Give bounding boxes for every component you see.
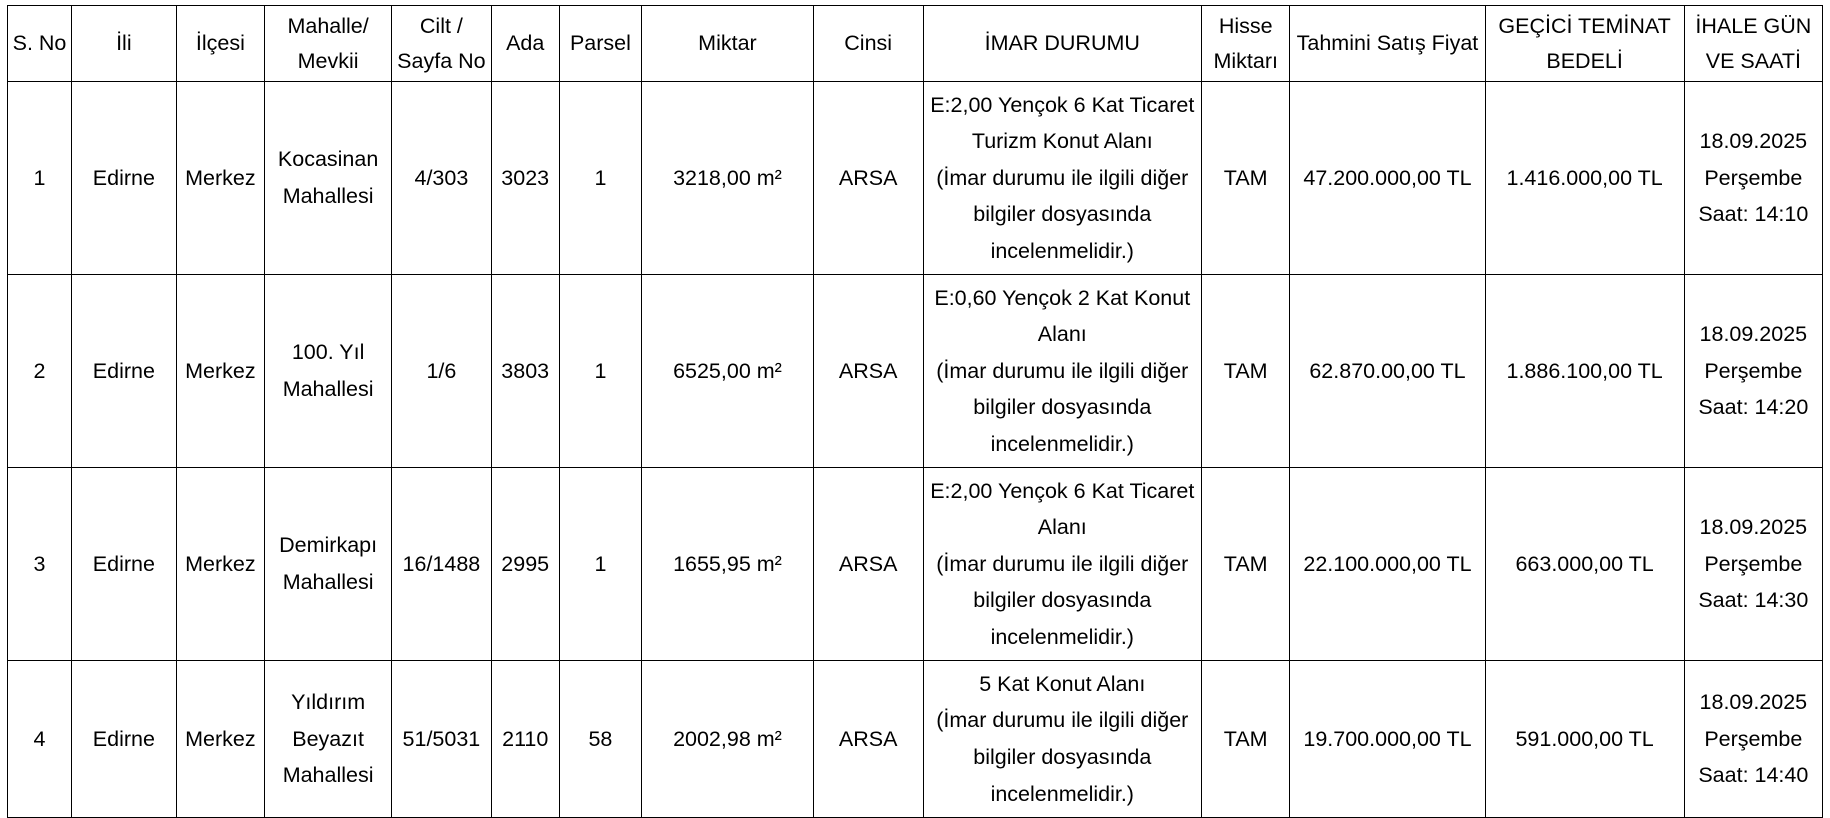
header-parsel: Parsel: [559, 6, 641, 82]
cell-cilt: 51/5031: [392, 661, 492, 818]
cell-line: Saat: 14:40: [1698, 763, 1809, 788]
header-ilce: İlçesi: [176, 6, 264, 82]
cell-line: E:0,60 Yençok 2 Kat Konut: [934, 285, 1191, 310]
cell-ada: 3023: [491, 82, 559, 275]
cell-fiyat: 19.700.000,00 TL: [1290, 661, 1485, 818]
cell-line: Alanı: [1037, 515, 1087, 540]
header-teminat: [1485, 6, 1684, 82]
cell-cilt: 16/1488: [392, 468, 492, 661]
cell-cilt: 1/6: [392, 275, 492, 468]
header-ihale-line: VE SAATİ: [1705, 48, 1801, 73]
cell-ada: 2110: [491, 661, 559, 818]
auction-table: [7, 5, 1823, 818]
cell-imar: [923, 468, 1201, 661]
cell-ada: 2995: [491, 468, 559, 661]
cell-ilce: Merkez: [176, 82, 264, 275]
cell-line: 5 Kat Konut Alanı: [979, 671, 1146, 696]
cell-imar: [923, 275, 1201, 468]
cell-line: Perşembe: [1704, 726, 1803, 751]
cell-miktar: 1655,95 m²: [642, 468, 814, 661]
cell-line: (İmar durumu ile ilgili diğer: [936, 358, 1189, 383]
cell-line: 18.09.2025: [1699, 322, 1808, 347]
cell-mahalle: [265, 468, 392, 661]
cell-line: incelenmelidir.): [990, 431, 1134, 456]
cell-line: Perşembe: [1704, 165, 1803, 190]
cell-il: Edirne: [72, 468, 177, 661]
header-mahalle-line: Mevkii: [297, 48, 359, 73]
table-row: [8, 82, 1823, 275]
header-cilt-line: Cilt /: [419, 13, 463, 38]
cell-line: 100. Yıl: [291, 340, 365, 365]
cell-line: Mahallesi: [282, 570, 374, 594]
cell-parsel: 1: [559, 275, 641, 468]
cell-ihale: [1684, 82, 1822, 275]
cell-line: Saat: 14:10: [1698, 202, 1809, 227]
cell-line: Mahallesi: [282, 184, 374, 208]
cell-ilce: Merkez: [176, 468, 264, 661]
cell-imar: [923, 82, 1201, 275]
cell-line: incelenmelidir.): [990, 781, 1134, 806]
cell-teminat: 1.416.000,00 TL: [1485, 82, 1684, 275]
cell-line: Saat: 14:20: [1698, 395, 1809, 420]
cell-line: Beyazıt: [292, 726, 364, 751]
cell-fiyat: 22.100.000,00 TL: [1290, 468, 1485, 661]
header-row: [8, 6, 1823, 82]
header-cinsi: Cinsi: [813, 6, 923, 82]
cell-il: Edirne: [72, 275, 177, 468]
header-imar: İMAR DURUMU: [923, 6, 1201, 82]
cell-line: Yıldırım: [291, 690, 366, 715]
cell-line: Mahallesi: [282, 763, 374, 788]
auction-document: [7, 5, 1823, 818]
cell-line: E:2,00 Yençok 6 Kat Ticaret: [930, 92, 1195, 117]
header-hisse-line: Hisse: [1218, 13, 1273, 38]
header-ihale-line: İHALE GÜN: [1695, 13, 1812, 38]
cell-miktar: 2002,98 m²: [642, 661, 814, 818]
cell-line: incelenmelidir.): [990, 238, 1134, 263]
cell-il: Edirne: [72, 82, 177, 275]
header-ada: Ada: [491, 6, 559, 82]
header-sno: S. No: [8, 6, 72, 82]
cell-cinsi: ARSA: [813, 275, 923, 468]
cell-mahalle: [265, 82, 392, 275]
header-miktar: Miktar: [642, 6, 814, 82]
cell-ilce: Merkez: [176, 275, 264, 468]
cell-mahalle: [265, 275, 392, 468]
cell-line: Demirkapı: [279, 533, 378, 558]
cell-line: Perşembe: [1704, 358, 1803, 383]
cell-hisse: TAM: [1202, 275, 1290, 468]
cell-line: Alanı: [1037, 322, 1087, 347]
cell-hisse: TAM: [1202, 468, 1290, 661]
cell-line: Kocasinan: [277, 147, 379, 172]
cell-parsel: 1: [559, 82, 641, 275]
cell-ihale: [1684, 661, 1822, 818]
cell-line: E:2,00 Yençok 6 Kat Ticaret: [930, 478, 1195, 503]
header-teminat-line: GEÇİCİ TEMİNAT: [1498, 13, 1671, 38]
cell-line: Mahallesi: [282, 377, 374, 401]
cell-teminat: 591.000,00 TL: [1485, 661, 1684, 818]
cell-cinsi: ARSA: [813, 468, 923, 661]
cell-line: 18.09.2025: [1699, 690, 1808, 715]
cell-line: 18.09.2025: [1699, 515, 1808, 540]
cell-fiyat: 62.870.00,00 TL: [1290, 275, 1485, 468]
cell-sno: 4: [8, 661, 72, 818]
header-mahalle: [265, 6, 392, 82]
cell-line: incelenmelidir.): [990, 624, 1134, 649]
cell-cinsi: ARSA: [813, 82, 923, 275]
cell-sno: 1: [8, 82, 72, 275]
cell-sno: 2: [8, 275, 72, 468]
cell-cilt: 4/303: [392, 82, 492, 275]
cell-mahalle: [265, 661, 392, 818]
header-cilt-line: Sayfa No: [397, 48, 486, 73]
cell-teminat: 663.000,00 TL: [1485, 468, 1684, 661]
header-fiyat: Tahmini Satış Fiyat: [1290, 6, 1485, 82]
header-hisse-line: Miktarı: [1213, 48, 1278, 73]
cell-line: bilgiler dosyasında: [973, 745, 1152, 769]
cell-line: bilgiler dosyasında: [973, 588, 1152, 613]
cell-fiyat: 47.200.000,00 TL: [1290, 82, 1485, 275]
cell-line: Saat: 14:30: [1698, 588, 1809, 613]
cell-line: (İmar durumu ile ilgili diğer: [936, 708, 1189, 733]
header-mahalle-line: Mahalle/: [287, 13, 369, 38]
cell-ada: 3803: [491, 275, 559, 468]
cell-cinsi: ARSA: [813, 661, 923, 818]
cell-il: Edirne: [72, 661, 177, 818]
cell-sno: 3: [8, 468, 72, 661]
cell-parsel: 58: [559, 661, 641, 818]
cell-ihale: [1684, 275, 1822, 468]
cell-line: 18.09.2025: [1699, 129, 1808, 154]
cell-ihale: [1684, 468, 1822, 661]
cell-line: bilgiler dosyasında: [973, 202, 1152, 227]
table-row: [8, 275, 1823, 468]
cell-imar: [923, 661, 1201, 818]
header-il: İli: [72, 6, 177, 82]
cell-line: (İmar durumu ile ilgili diğer: [936, 165, 1189, 190]
cell-ilce: Merkez: [176, 661, 264, 818]
table-row: [8, 661, 1823, 818]
cell-hisse: TAM: [1202, 82, 1290, 275]
cell-miktar: 3218,00 m²: [642, 82, 814, 275]
table-row: [8, 468, 1823, 661]
cell-line: Perşembe: [1704, 551, 1803, 576]
cell-miktar: 6525,00 m²: [642, 275, 814, 468]
cell-teminat: 1.886.100,00 TL: [1485, 275, 1684, 468]
header-cilt: [392, 6, 492, 82]
cell-parsel: 1: [559, 468, 641, 661]
cell-line: (İmar durumu ile ilgili diğer: [936, 551, 1189, 576]
header-teminat-line: BEDELİ: [1546, 48, 1623, 73]
header-ihale: [1684, 6, 1822, 82]
cell-line: Turizm Konut Alanı: [971, 129, 1153, 154]
header-hisse: [1202, 6, 1290, 82]
cell-hisse: TAM: [1202, 661, 1290, 818]
cell-line: bilgiler dosyasında: [973, 395, 1152, 420]
